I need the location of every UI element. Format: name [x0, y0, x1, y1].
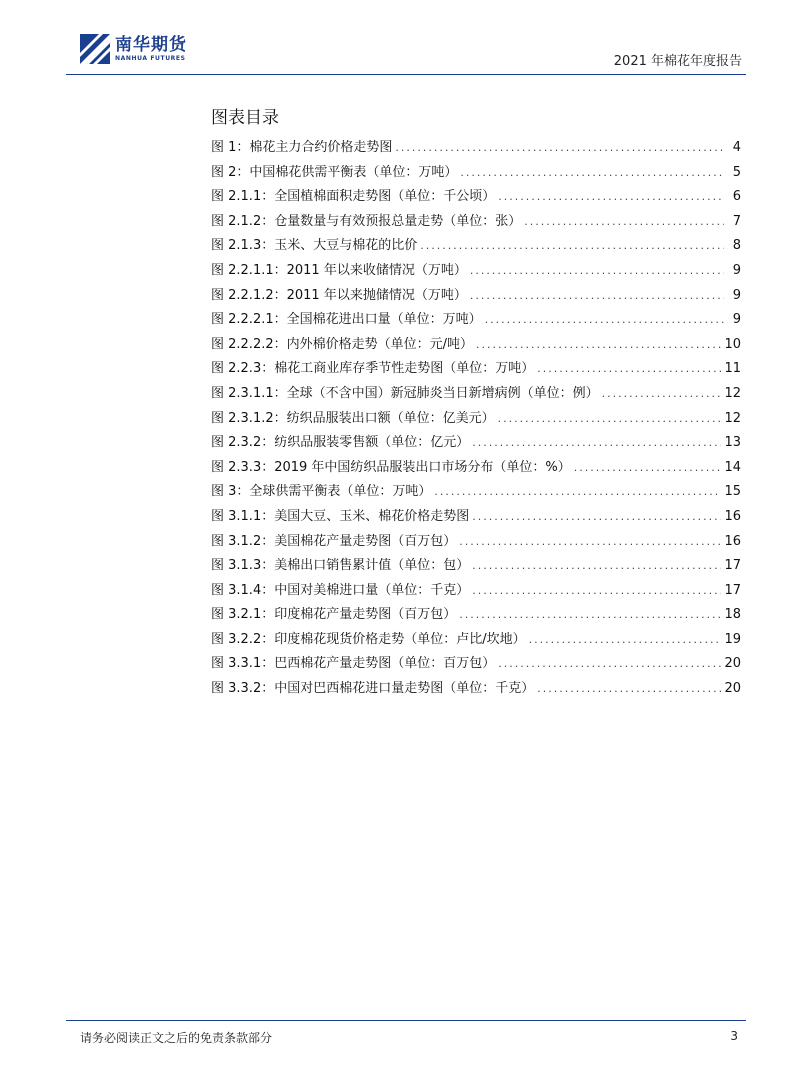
toc-entry-label[interactable]: 图 2.2.3：棉花工商业库存季节性走势图（单位：万吨） — [211, 361, 535, 377]
toc-entry[interactable] — [211, 579, 741, 604]
toc-entry-page[interactable]: 9 — [732, 312, 741, 328]
toc-entry-label[interactable]: 图 2.3.2：纺织品服装零售额（单位：亿元） — [211, 435, 470, 451]
toc-entry[interactable] — [211, 505, 741, 530]
toc-entry-label[interactable]: 图 2.2.2.1：全国棉花进出口量（单位：万吨） — [211, 312, 482, 328]
toc-dot-leader — [537, 357, 721, 382]
toc-dot-leader — [472, 431, 721, 456]
toc-entry-label[interactable]: 图 3.1.3：美棉出口销售累计值（单位：包） — [211, 558, 470, 574]
toc-dot-leader — [485, 308, 724, 333]
toc-entry-page[interactable]: 13 — [724, 435, 741, 451]
toc-entry-label[interactable]: 图 3.1.1：美国大豆、玉米、棉花价格走势图 — [211, 508, 470, 524]
toc-entry[interactable] — [211, 136, 741, 161]
toc-entry-page[interactable]: 17 — [724, 558, 741, 574]
toc-entry[interactable] — [211, 554, 741, 579]
toc-entry-page[interactable]: 11 — [724, 361, 741, 377]
toc-entry-label[interactable]: 图 3.2.1：印度棉花产量走势图（百万包） — [211, 607, 457, 623]
toc-entry-page[interactable]: 18 — [724, 607, 741, 623]
toc-entry[interactable] — [211, 652, 741, 677]
toc-entry-label[interactable]: 图 2.2.2.2：内外棉价格走势（单位：元/吨） — [211, 336, 473, 352]
toc-entry[interactable] — [211, 333, 741, 358]
toc-dot-leader — [472, 579, 721, 604]
toc-dot-leader — [529, 628, 722, 653]
toc-entry-label[interactable]: 图 3：全球供需平衡表（单位：万吨） — [211, 484, 432, 500]
toc-dot-leader — [602, 382, 722, 407]
toc-dot-leader — [420, 234, 724, 259]
toc-dot-leader — [472, 505, 721, 530]
toc-dot-leader — [459, 603, 721, 628]
toc-dot-leader — [476, 333, 721, 358]
disclaimer-text: 请务必阅读正文之后的免责条款部分 — [80, 1031, 273, 1045]
toc-dot-leader — [537, 677, 721, 702]
toc-entry-page[interactable]: 12 — [724, 385, 741, 401]
toc-entry[interactable] — [211, 456, 741, 481]
toc-entry-page[interactable]: 6 — [732, 189, 741, 205]
toc-entry-label[interactable]: 图 3.3.2：中国对巴西棉花进口量走势图（单位：千克） — [211, 681, 535, 697]
toc-entry-page[interactable]: 12 — [724, 410, 741, 426]
toc-entry-page[interactable]: 20 — [724, 656, 741, 672]
toc-entry-label[interactable]: 图 2.3.3：2019 年中国纺织品服装出口市场分布（单位：%） — [211, 459, 571, 475]
toc-entry-page[interactable]: 9 — [732, 287, 741, 303]
toc-entry[interactable] — [211, 234, 741, 259]
toc-entry[interactable] — [211, 259, 741, 284]
toc-dot-leader — [434, 480, 721, 505]
toc-entry-page[interactable]: 9 — [732, 262, 741, 278]
toc-entry[interactable] — [211, 677, 741, 702]
page-header — [0, 0, 800, 80]
toc-entry-page[interactable]: 10 — [724, 336, 741, 352]
logo-chinese-name: 南华期货 — [115, 34, 187, 55]
toc-entry-label[interactable]: 图 3.1.2：美国棉花产量走势图（百万包） — [211, 533, 457, 549]
toc-dot-leader — [459, 530, 721, 555]
toc-entry[interactable] — [211, 603, 741, 628]
toc-dot-leader — [498, 652, 721, 677]
toc-dot-leader — [470, 259, 724, 284]
toc-entry-label[interactable]: 图 2.2.1.2：2011 年以来抛储情况（万吨） — [211, 287, 467, 303]
figure-table-of-contents — [211, 136, 741, 702]
toc-entry-page[interactable]: 15 — [724, 484, 741, 500]
toc-entry[interactable] — [211, 480, 741, 505]
nanhua-logo-icon — [80, 34, 110, 64]
toc-entry-page[interactable]: 16 — [724, 533, 741, 549]
toc-dot-leader — [460, 161, 724, 186]
toc-entry-label[interactable]: 图 1：棉花主力合约价格走势图 — [211, 140, 393, 155]
toc-dot-leader — [524, 210, 724, 235]
toc-entry[interactable] — [211, 210, 741, 235]
toc-entry-label[interactable]: 图 2.1.3：玉米、大豆与棉花的比价 — [211, 238, 418, 254]
toc-entry[interactable] — [211, 308, 741, 333]
toc-dot-leader — [395, 136, 724, 161]
toc-entry[interactable] — [211, 382, 741, 407]
toc-entry-page[interactable]: 14 — [724, 459, 741, 475]
toc-entry[interactable] — [211, 628, 741, 653]
company-logo — [80, 34, 187, 64]
toc-entry-label[interactable]: 图 2.1.2：仓量数量与有效预报总量走势（单位：张） — [211, 213, 522, 229]
toc-dot-leader — [470, 284, 724, 309]
toc-entry[interactable] — [211, 185, 741, 210]
toc-entry-page[interactable]: 16 — [724, 508, 741, 524]
toc-heading: 图表目录 — [211, 108, 279, 128]
toc-entry[interactable] — [211, 161, 741, 186]
toc-entry-page[interactable]: 20 — [724, 681, 741, 697]
toc-entry-label[interactable]: 图 2.2.1.1：2011 年以来收储情况（万吨） — [211, 262, 467, 278]
toc-entry-page[interactable]: 8 — [732, 238, 741, 254]
toc-entry-page[interactable]: 17 — [724, 582, 741, 598]
header-divider — [66, 74, 746, 75]
toc-entry-page[interactable]: 19 — [724, 631, 741, 647]
toc-dot-leader — [574, 456, 722, 481]
toc-entry-label[interactable]: 图 3.3.1：巴西棉花产量走势图（单位：百万包） — [211, 656, 496, 672]
toc-entry-page[interactable]: 4 — [732, 140, 741, 155]
toc-entry-label[interactable]: 图 3.1.4：中国对美棉进口量（单位：千克） — [211, 582, 470, 598]
toc-dot-leader — [498, 185, 724, 210]
toc-entry[interactable] — [211, 284, 741, 309]
toc-entry[interactable] — [211, 357, 741, 382]
toc-entry-label[interactable]: 图 2：中国棉花供需平衡表（单位：万吨） — [211, 164, 458, 180]
toc-entry-page[interactable]: 7 — [732, 213, 741, 229]
page-number: 3 — [730, 1029, 738, 1043]
toc-entry[interactable] — [211, 431, 741, 456]
toc-entry-label[interactable]: 图 3.2.2：印度棉花现货价格走势（单位：卢比/坎地） — [211, 631, 526, 647]
toc-dot-leader — [498, 407, 722, 432]
toc-entry[interactable] — [211, 530, 741, 555]
toc-entry[interactable] — [211, 407, 741, 432]
footer-divider — [66, 1020, 746, 1021]
report-title: 2021 年棉花年度报告 — [613, 54, 742, 69]
toc-dot-leader — [472, 554, 721, 579]
toc-entry-label[interactable]: 图 2.3.1.1：全球（不含中国）新冠肺炎当日新增病例（单位：例） — [211, 385, 599, 401]
toc-entry-page[interactable]: 5 — [732, 164, 741, 180]
logo-english-name: NANHUA FUTURES — [115, 54, 186, 62]
toc-entry-label[interactable]: 图 2.1.1：全国植棉面积走势图（单位：千公顷） — [211, 189, 496, 205]
toc-entry-label[interactable]: 图 2.3.1.2：纺织品服装出口额（单位：亿美元） — [211, 410, 495, 426]
